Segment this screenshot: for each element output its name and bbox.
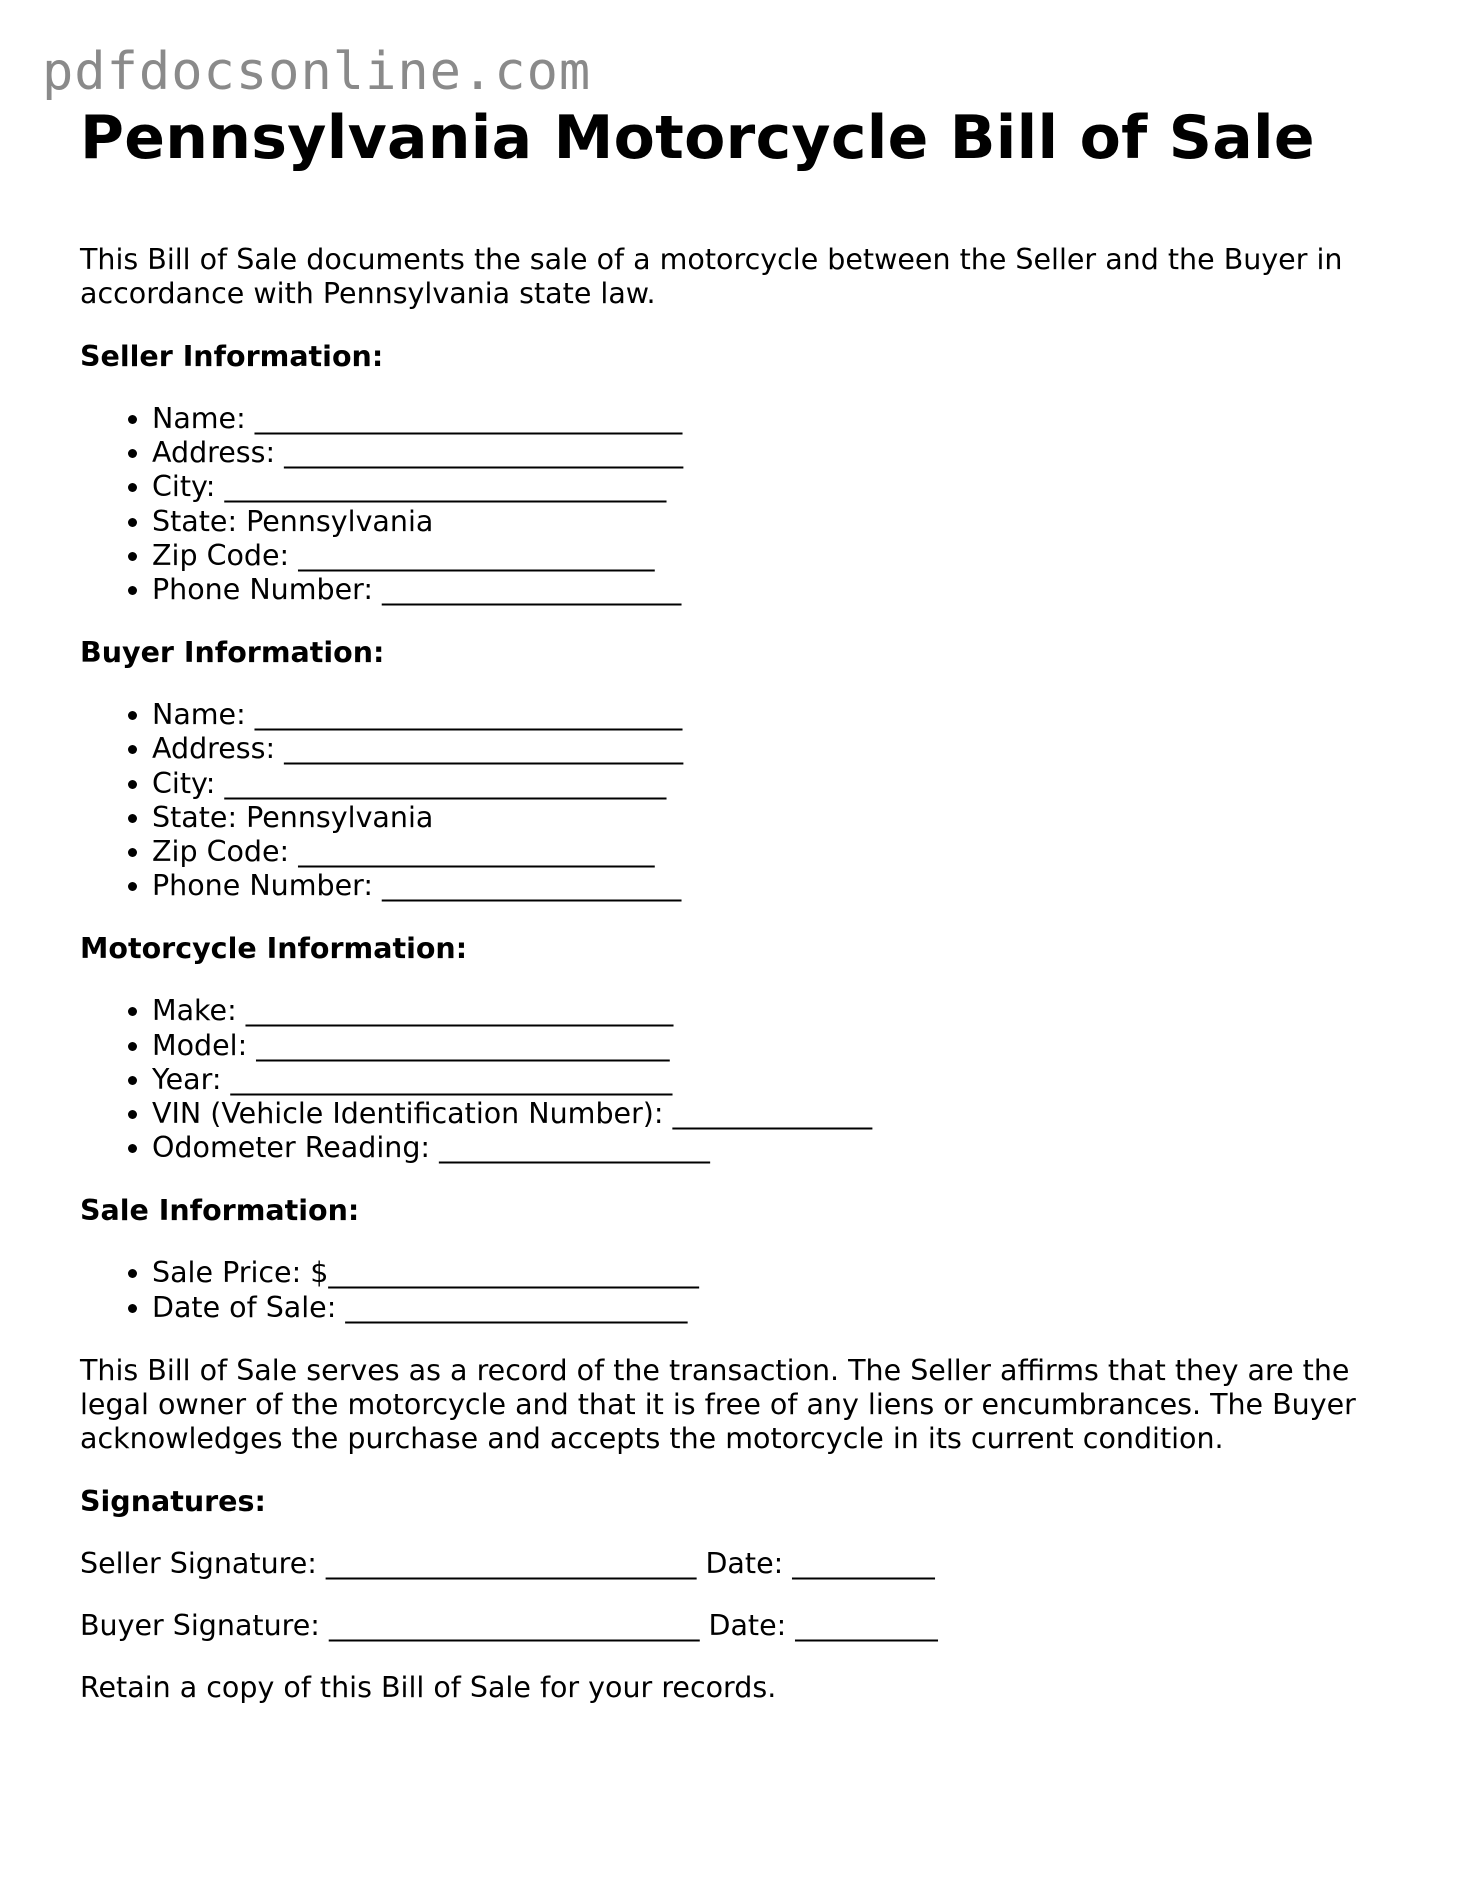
seller-name-field: • Name: ______________________________ bbox=[152, 402, 1400, 436]
sale-date-field: • Date of Sale: ________________________ bbox=[152, 1291, 1400, 1325]
motorcycle-make-field: • Make: ______________________________ bbox=[152, 994, 1400, 1028]
seller-heading: Seller Information: bbox=[80, 340, 384, 373]
record-paragraph: This Bill of Sale serves as a record of the transaction. The Seller affirms that they are the legal owner of the motorcycle and that it is free of any liens or encumbrances. The Buyer acknowledges the purchase and accepts the motorcycle in its current condition. bbox=[80, 1353, 1356, 1455]
buyer-signature-line: Buyer Signature: __________________________ Date: __________ bbox=[80, 1608, 938, 1642]
seller-city-field: • City: _______________________________ bbox=[152, 470, 1400, 504]
sale-list bbox=[80, 1256, 1400, 1324]
page-title: Pennsylvania Motorcycle Bill of Sale bbox=[80, 103, 1315, 173]
motorcycle-heading: Motorcycle Information: bbox=[80, 932, 468, 966]
signatures-heading: Signatures: bbox=[80, 1484, 266, 1518]
sale-heading: Sale Information: bbox=[80, 1194, 360, 1228]
document-body bbox=[80, 104, 1400, 1705]
seller-signature-line: Seller Signature: __________________________ Date: __________ bbox=[80, 1546, 935, 1580]
intro-paragraph: This Bill of Sale documents the sale of a motorcycle between the Seller and the Buyer in accordance with Pennsylvania state law. bbox=[80, 243, 1343, 310]
motorcycle-list bbox=[80, 994, 1400, 1165]
buyer-city-field: • City: _______________________________ bbox=[152, 767, 1400, 801]
buyer-list bbox=[80, 698, 1400, 903]
buyer-heading: Buyer Information: bbox=[80, 636, 385, 670]
sale-price-field: • Sale Price: $__________________________ bbox=[152, 1256, 1400, 1290]
watermark: pdfdocsonline.com bbox=[42, 42, 592, 102]
seller-address-field: • Address: ____________________________ bbox=[152, 436, 1400, 470]
buyer-name-field: • Name: ______________________________ bbox=[152, 698, 1400, 732]
seller-list bbox=[80, 402, 1400, 607]
motorcycle-year-field: • Year: _______________________________ bbox=[152, 1063, 1400, 1097]
buyer-state-field: • State: Pennsylvania bbox=[152, 801, 1400, 835]
motorcycle-vin-field: • VIN (Vehicle Identification Number): ______________ bbox=[152, 1097, 1400, 1131]
buyer-zip-field: • Zip Code: _________________________ bbox=[152, 835, 1400, 869]
seller-zip-field: • Zip Code: _________________________ bbox=[152, 539, 1400, 573]
buyer-phone-field: • Phone Number: _____________________ bbox=[152, 869, 1400, 903]
seller-phone-field: • Phone Number: _____________________ bbox=[152, 573, 1400, 607]
seller-state-field: • State: Pennsylvania bbox=[152, 505, 1400, 539]
buyer-address-field: • Address: ____________________________ bbox=[152, 732, 1400, 766]
retain-note: Retain a copy of this Bill of Sale for your records. bbox=[80, 1670, 777, 1704]
motorcycle-odometer-field: • Odometer Reading: ___________________ bbox=[152, 1131, 1400, 1165]
motorcycle-model-field: • Model: _____________________________ bbox=[152, 1029, 1400, 1063]
